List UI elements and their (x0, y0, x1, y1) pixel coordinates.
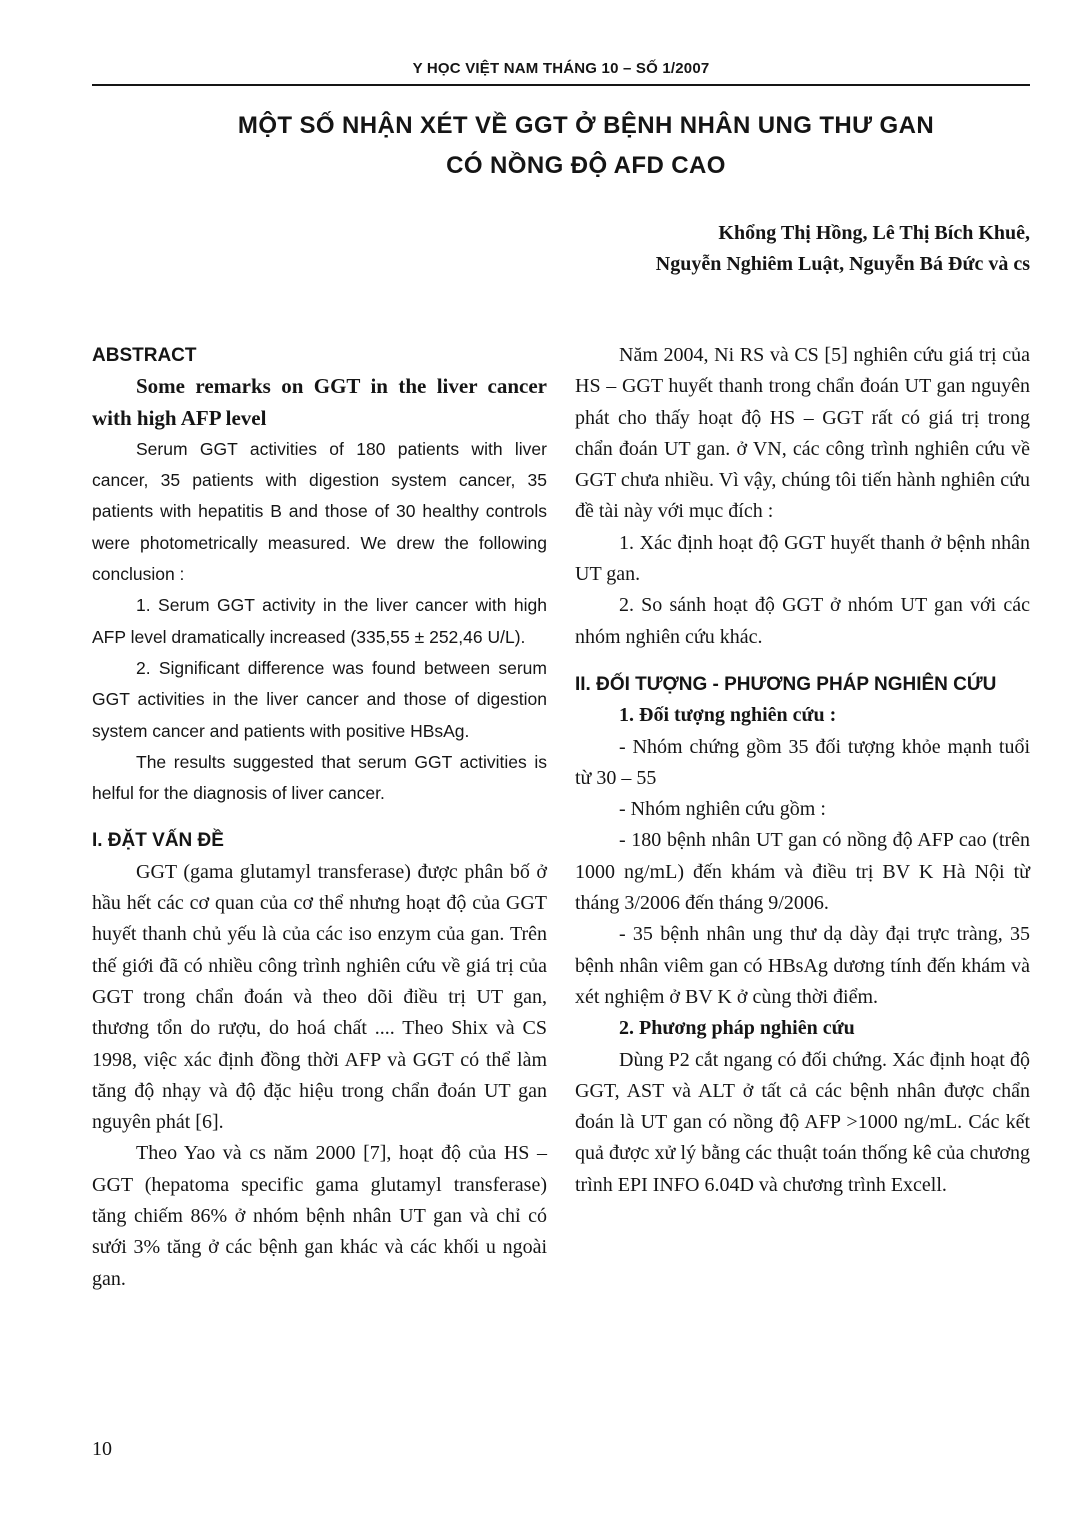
subsection-heading: 2. Phương pháp nghiên cứu (619, 1017, 855, 1040)
abstract-heading: ABSTRACT (92, 345, 197, 366)
body-paragraph: Dùng P2 cắt ngang có đối chứng. Xác định hoạt độ GGT, AST và ALT ở tất cả các bệnh nhân được chẩn đoán là UT gan có nồng độ AFP >1000 ng/mL. Các kết quả được xử lý bằng các thuật toán thống kê của chương trình EPI INFO 6.04D và chương trình Excell. (575, 1048, 1030, 1196)
right-column (575, 340, 1030, 1201)
author-line-2: Nguyễn Nghiêm Luật, Nguyễn Bá Đức và cs (655, 253, 1030, 275)
body-paragraph: 2. So sánh hoạt độ GGT ở nhóm UT gan với các nhóm nghiên cứu khác. (575, 594, 1030, 648)
body-paragraph: Theo Yao và cs năm 2000 [7], hoạt độ của HS – GGT (hepatoma specific gama glutamyl transferase) tăng chiếm 86% ở nhóm bệnh nhân UT gan và chỉ có sưới 3% tăng ở các bệnh gan khác và các khối u ngoài gan. (92, 1142, 547, 1290)
body-paragraph: - 180 bệnh nhân UT gan có nồng độ AFP cao (trên 1000 ng/mL) đến khám và điều trị BV K Hà Nội từ tháng 3/2006 đến tháng 9/2006. (575, 829, 1030, 915)
abstract-paragraph: 2. Significant difference was found between serum GGT activities in the liver cancer and those of digestion system cancer and patients with positive HBsAg. (92, 657, 547, 741)
article-title (92, 106, 1080, 186)
header-rule (92, 84, 1030, 86)
body-paragraph: - Nhóm chứng gồm 35 đối tượng khỏe mạnh tuổi từ 30 – 55 (575, 735, 1030, 789)
abstract-paragraph: Serum GGT activities of 180 patients with liver cancer, 35 patients with digestion system cancer, 35 patients with hepatitis B and those of 30 healthy controls were photometrically measured. We drew the following conclusion : (92, 438, 547, 585)
abstract-paragraph: 1. Serum GGT activity in the liver cancer with high AFP level dramatically increased (335,55 ± 252,46 U/L). (92, 595, 547, 647)
body-paragraph: - Nhóm nghiên cứu gồm : (619, 798, 826, 821)
page-number: 10 (92, 1438, 112, 1460)
author-list (430, 218, 1030, 280)
body-paragraph: GGT (gama glutamyl transferase) được phân bố ở hầu hết các cơ quan của cơ thể nhưng hoạt độ của GGT huyết thanh chủ yếu là của các iso enzym của gan. Trên thế giới đã có nhiều công trình nghiên cứu về giá trị của GGT trong chẩn đoán và theo dõi điều trị UT gan, thương tổn do rượu, do hoá chất .... Theo Shix và CS 1998, việc xác định đồng thời AFP và GGT có thể làm tăng độ nhạy và độ đặc hiệu trong chẩn đoán UT gan nguyên phát [6]. (92, 860, 547, 1134)
body-paragraph: - 35 bệnh nhân ung thư dạ dày đại trực tràng, 35 bệnh nhân viêm gan có HBsAg dương tính đến khám và xét nghiệm ở BV K ở cùng thời điểm. (575, 923, 1030, 1008)
article-title-line-2: CÓ NỒNG ĐỘ AFD CAO (446, 152, 726, 179)
article-title-line-1: MỘT SỐ NHẬN XÉT VỀ GGT Ở BỆNH NHÂN UNG THƯ GAN (237, 112, 935, 139)
body-paragraph: Năm 2004, Ni RS và CS [5] nghiên cứu giá trị của HS – GGT huyết thanh trong chẩn đoán UT gan nguyên phát cho thấy hoạt độ HS – GGT rất có giá trị trong chẩn đoán UT gan. ở VN, các công trình nghiên cứu về GGT chưa nhiều. Vì vậy, chúng tôi tiến hành nghiên cứu đề tài này với mục đích : (575, 344, 1030, 523)
author-line-1: Khổng Thị Hồng, Lê Thị Bích Khuê, (718, 222, 1030, 244)
section-heading: I. ĐẶT VẤN ĐỀ (92, 830, 224, 852)
left-column (92, 340, 547, 1295)
abstract-title: Some remarks on GGT in the liver cancer with high AFP level (92, 374, 547, 430)
body-paragraph: 1. Xác định hoạt độ GGT huyết thanh ở bệnh nhân UT gan. (575, 531, 1030, 586)
section-heading: II. ĐỐI TƯỢNG - PHƯƠNG PHÁP NGHIÊN CỨU (575, 673, 997, 695)
abstract-paragraph: The results suggested that serum GGT activities is helful for the diagnosis of liver cancer. (92, 751, 547, 804)
running-head: Y HỌC VIỆT NAM THÁNG 10 – SỐ 1/2007 (412, 60, 710, 77)
subsection-heading: 1. Đối tượng nghiên cứu : (619, 704, 837, 727)
